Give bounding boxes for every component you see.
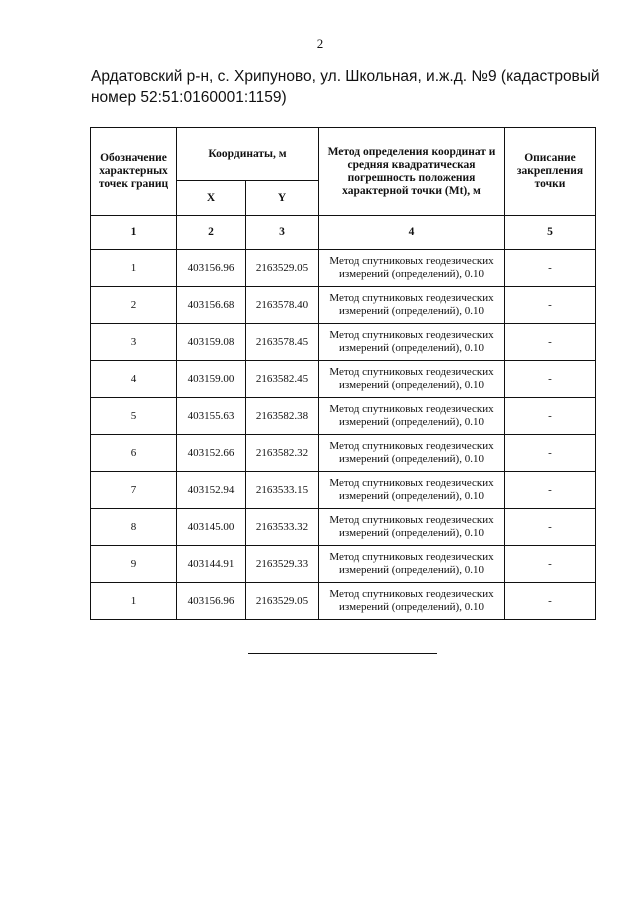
x-coordinate: 403152.66	[177, 435, 246, 472]
table-row	[91, 250, 596, 287]
method-cell: Метод спутниковых геодезических измерений (определений), 0.10	[319, 398, 505, 435]
method-cell: Метод спутниковых геодезических измерений (определений), 0.10	[319, 361, 505, 398]
table-row	[91, 435, 596, 472]
method-cell: Метод спутниковых геодезических измерений (определений), 0.10	[319, 583, 505, 620]
point-number: 2	[91, 287, 177, 324]
column-number: 3	[246, 216, 319, 250]
description-cell: -	[505, 509, 596, 546]
x-coordinate: 403159.08	[177, 324, 246, 361]
description-cell: -	[505, 361, 596, 398]
point-number: 6	[91, 435, 177, 472]
x-coordinate: 403159.00	[177, 361, 246, 398]
y-coordinate: 2163582.45	[246, 361, 319, 398]
description-cell: -	[505, 324, 596, 361]
description-cell: -	[505, 398, 596, 435]
y-coordinate: 2163529.05	[246, 250, 319, 287]
point-number: 1	[91, 583, 177, 620]
description-cell: -	[505, 435, 596, 472]
table-row	[91, 287, 596, 324]
y-coordinate: 2163533.32	[246, 509, 319, 546]
y-coordinate: 2163578.40	[246, 287, 319, 324]
y-coordinate: 2163533.15	[246, 472, 319, 509]
table-row	[91, 324, 596, 361]
column-number-row	[91, 216, 596, 250]
header-description: Описание закрепления точки	[505, 128, 596, 216]
column-number: 4	[319, 216, 505, 250]
x-coordinate: 403152.94	[177, 472, 246, 509]
point-number: 8	[91, 509, 177, 546]
method-cell: Метод спутниковых геодезических измерений (определений), 0.10	[319, 324, 505, 361]
x-coordinate: 403156.96	[177, 583, 246, 620]
method-cell: Метод спутниковых геодезических измерений (определений), 0.10	[319, 287, 505, 324]
column-number: 1	[91, 216, 177, 250]
separator-line	[248, 653, 437, 654]
description-cell: -	[505, 250, 596, 287]
x-coordinate: 403156.68	[177, 287, 246, 324]
method-cell: Метод спутниковых геодезических измерений (определений), 0.10	[319, 472, 505, 509]
description-cell: -	[505, 472, 596, 509]
description-cell: -	[505, 546, 596, 583]
method-cell: Метод спутниковых геодезических измерений (определений), 0.10	[319, 546, 505, 583]
address-line: Ардатовский р-н, с. Хрипуново, ул. Школьная, и.ж.д. №9 (кадастровый номер 52:51:0160001:1159)	[91, 68, 600, 106]
y-coordinate: 2163582.32	[246, 435, 319, 472]
x-coordinate: 403145.00	[177, 509, 246, 546]
y-coordinate: 2163529.05	[246, 583, 319, 620]
column-number: 5	[505, 216, 596, 250]
point-number: 4	[91, 361, 177, 398]
column-number: 2	[177, 216, 246, 250]
method-cell: Метод спутниковых геодезических измерений (определений), 0.10	[319, 509, 505, 546]
point-number: 5	[91, 398, 177, 435]
point-number: 1	[91, 250, 177, 287]
point-number: 7	[91, 472, 177, 509]
description-cell: -	[505, 583, 596, 620]
header-x: X	[177, 181, 246, 216]
x-coordinate: 403156.96	[177, 250, 246, 287]
table-row	[91, 472, 596, 509]
page-number: 2	[316, 36, 324, 51]
point-number: 9	[91, 546, 177, 583]
table-row	[91, 546, 596, 583]
description-cell: -	[505, 287, 596, 324]
x-coordinate: 403144.91	[177, 546, 246, 583]
y-coordinate: 2163578.45	[246, 324, 319, 361]
table-row	[91, 398, 596, 435]
header-coordinates: Координаты, м	[177, 128, 319, 181]
x-coordinate: 403155.63	[177, 398, 246, 435]
header-y: Y	[246, 181, 319, 216]
point-number: 3	[91, 324, 177, 361]
table-row	[91, 361, 596, 398]
coordinates-table	[90, 127, 596, 620]
method-cell: Метод спутниковых геодезических измерений (определений), 0.10	[319, 435, 505, 472]
header-method: Метод определения координат и средняя квадратическая погрешность положения характерной точки (Mt), м	[319, 128, 505, 216]
header-designation: Обозначение характерных точек границ	[91, 128, 177, 216]
table-row	[91, 583, 596, 620]
y-coordinate: 2163529.33	[246, 546, 319, 583]
table-row	[91, 509, 596, 546]
method-cell: Метод спутниковых геодезических измерений (определений), 0.10	[319, 250, 505, 287]
y-coordinate: 2163582.38	[246, 398, 319, 435]
